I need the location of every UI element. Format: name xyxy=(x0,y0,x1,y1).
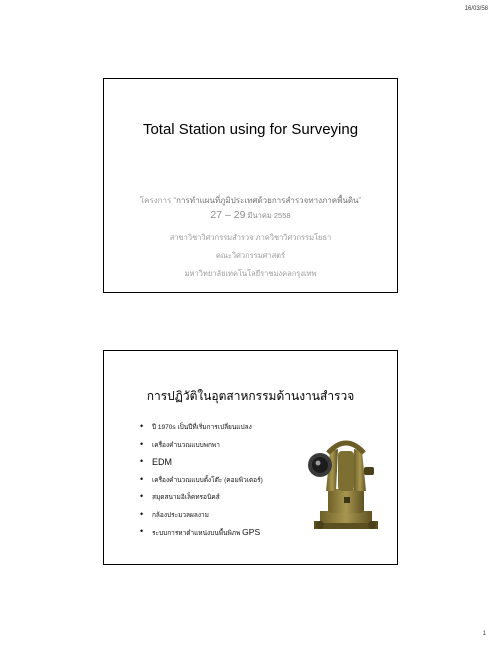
slide-revolution-heading: การปฏิวัติในอุตสาหกรรมด้านงานสำรวจ xyxy=(146,389,355,403)
date-month-year: มีนาคม 2558 xyxy=(245,211,291,220)
slide-title-heading: Total Station using for Surveying xyxy=(142,121,359,138)
page-number: 1 xyxy=(482,631,486,637)
bullet-list xyxy=(140,423,310,547)
university-line: มหาวิทยาลัยเทคโนโลยีราชมงคลกรุงเทพ xyxy=(184,269,317,278)
bullet-item: • เครื่องคำนวณแบบพกพา xyxy=(140,441,310,450)
project-prefix: โครงการ “ xyxy=(139,196,177,205)
date-line xyxy=(104,209,397,222)
bullet-text: ระบบการหาตำแหน่งบนพื้นพิภพ xyxy=(152,530,243,537)
theodolite-image xyxy=(304,425,386,537)
project-suffix: ” xyxy=(358,196,362,205)
project-line xyxy=(104,194,397,207)
bullet-item: • EDM xyxy=(140,458,310,467)
slide-revolution xyxy=(103,350,398,565)
bullet-item: • สมุดสนามอิเล็คทรอนิคส์ xyxy=(140,493,310,502)
bullet-item xyxy=(140,528,310,538)
bullet-item: • เครื่องคำนวณแบบตั้งโต๊ะ (คอมพิวเตอร์) xyxy=(140,476,310,485)
bullet-item: • ปี 1970s เป็นปีที่เริ่มการเปลี่ยนแปลง xyxy=(140,423,310,432)
project-name: การทำแผนที่ภูมิประเทศด้วยการสำรวจทางภาคพื้นดิน xyxy=(176,196,359,205)
gps-label: GPS xyxy=(242,527,261,537)
slide-title xyxy=(103,78,398,293)
faculty-line: คณะวิศวกรรมศาสตร์ xyxy=(215,251,286,260)
bullet-item: • กล้องประมวลผลงาม xyxy=(140,511,310,520)
date-range: 27 – 29 xyxy=(210,209,246,221)
page-date: 16/03/58 xyxy=(464,6,488,12)
department-line: สาขาวิชาวิศวกรรมสำรวจ ภาควิชาวิศวกรรมโยธา xyxy=(169,233,332,242)
